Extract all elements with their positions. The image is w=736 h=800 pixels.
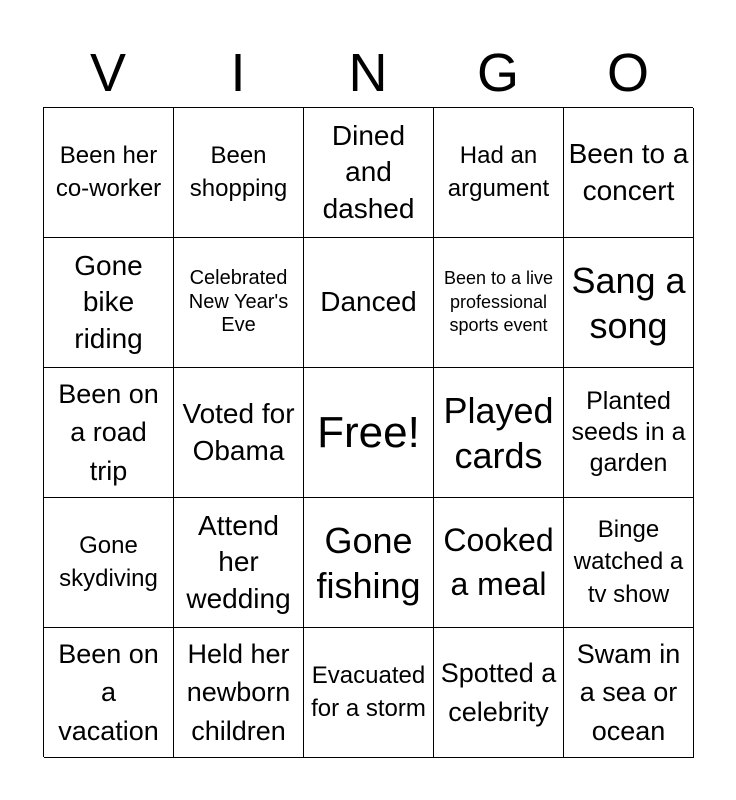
bingo-cell[interactable] [564, 628, 694, 758]
bingo-cell[interactable] [174, 108, 304, 238]
bingo-cell[interactable] [564, 238, 694, 368]
bingo-cell[interactable] [304, 628, 434, 758]
cell-text: Been to a concert [568, 138, 689, 206]
bingo-cell[interactable] [174, 628, 304, 758]
bingo-cell[interactable] [44, 238, 174, 368]
bingo-cell[interactable] [434, 498, 564, 628]
bingo-cell[interactable] [44, 108, 174, 238]
bingo-cell[interactable] [434, 628, 564, 758]
cell-text: Evacuated for a storm [311, 662, 426, 722]
cell-text: Played cards [443, 389, 554, 476]
bingo-cell[interactable] [564, 368, 694, 498]
bingo-cell[interactable] [174, 368, 304, 498]
bingo-cell[interactable] [44, 368, 174, 498]
bingo-cell[interactable] [174, 238, 304, 368]
header-letter-n: N [348, 43, 388, 103]
cell-text: Cooked a meal [443, 522, 554, 602]
cell-text: Voted for Obama [182, 398, 295, 466]
cell-text: Gone skydiving [59, 532, 158, 592]
header-letter-o: O [606, 43, 649, 103]
cell-text: Celebrated New Year's Eve [188, 267, 289, 337]
cell-text: Been on a vacation [58, 639, 159, 746]
header-letter-i: I [230, 43, 246, 103]
cell-text: Been to a live professional sports event [443, 268, 554, 336]
bingo-board [43, 107, 693, 757]
bingo-cell[interactable] [304, 108, 434, 238]
bingo-cell[interactable] [174, 498, 304, 628]
header-letter-g: G [476, 43, 519, 103]
bingo-cell[interactable] [564, 108, 694, 238]
free-space-text: Free! [317, 407, 420, 457]
free-space-cell[interactable] [304, 368, 434, 498]
cell-text: Binge watched a tv show [573, 515, 684, 608]
bingo-cell[interactable] [304, 238, 434, 368]
cell-text: Swam in a sea or ocean [576, 639, 681, 746]
cell-text: Been her co-worker [55, 142, 162, 202]
cell-text: Dined and dashed [322, 119, 415, 224]
cell-text: Spotted a celebrity [440, 658, 557, 727]
bingo-cell[interactable] [434, 108, 564, 238]
cell-text: Been shopping [189, 142, 288, 202]
cell-text: Held her newborn children [186, 639, 291, 746]
bingo-cell[interactable] [434, 238, 564, 368]
cell-text: Attend her wedding [186, 509, 291, 614]
bingo-cell[interactable] [44, 498, 174, 628]
cell-text: Had an argument [447, 142, 550, 202]
header-letter-v: V [89, 43, 127, 103]
cell-text: Gone bike riding [74, 249, 143, 354]
cell-text: Gone fishing [316, 519, 421, 606]
cell-text: Planted seeds in a garden [571, 386, 686, 478]
bingo-header [43, 40, 693, 106]
bingo-cell[interactable] [434, 368, 564, 498]
bingo-cell[interactable] [564, 498, 694, 628]
bingo-cell[interactable] [44, 628, 174, 758]
cell-text: Sang a song [571, 259, 686, 346]
cell-text: Danced [320, 286, 417, 318]
bingo-cell[interactable] [304, 498, 434, 628]
cell-text: Been on a road trip [58, 379, 159, 486]
